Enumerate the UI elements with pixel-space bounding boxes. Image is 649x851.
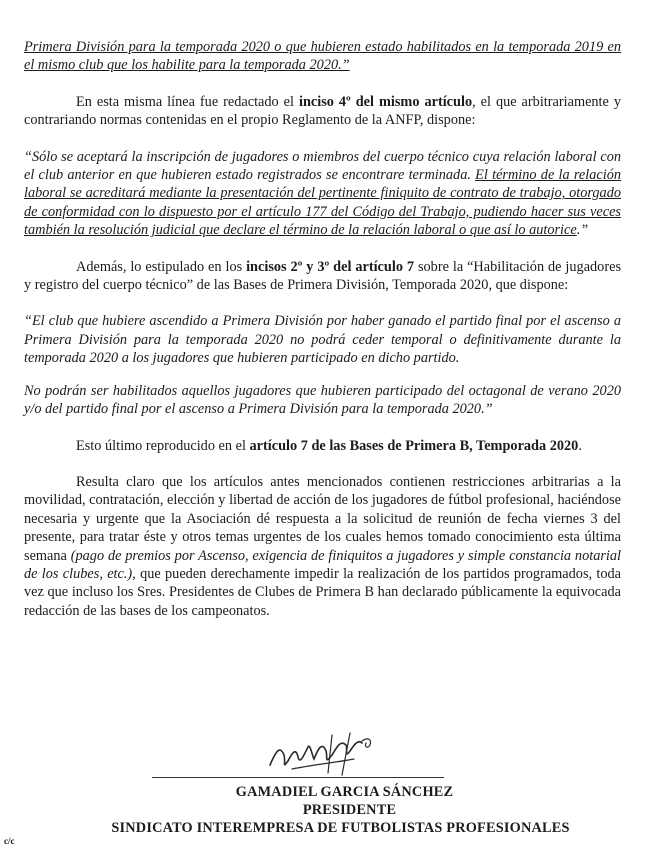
paragraph-primera-b [24, 437, 621, 455]
signatory-name: GAMADIEL GARCIA SÁNCHEZ [235, 784, 454, 800]
carbon-copy-note: c/c [4, 836, 15, 846]
signatory-organization: SINDICATO INTEREMPRESA DE FUTBOLISTAS PROFESIONALES [111, 820, 570, 836]
quote-text: .” [576, 222, 589, 239]
quote-no-habilitados: No podrán ser habilitados aquellos jugadores que hubieren participado del octagonal de verano 2020 y/o del partido final por el ascenso a Primera División para la temporada 2020.” [24, 382, 621, 418]
text-run: sobre la “Habilitación de jugadores y registro del cuerpo técnico” de las Bases de Primera División, Temporada 2020, que dispone: [24, 258, 622, 294]
bold-reference: inciso 4º del mismo artículo [298, 93, 473, 110]
text-run: Esto último reproducido en el [76, 437, 250, 454]
quote-underlined-text: El término de la relación laboral se acreditará mediante la presentación del pertinente finiquito de contrato de trabajo, otorgado de conformidad con lo dispuesto por el artículo 177 del Código del Trabajo, pudiendo hacer sus veces también la resolución judicial que declare el término de la relación laboral o que así lo autorice [24, 167, 621, 239]
quote-inscripcion [24, 148, 621, 240]
quote-continuation: Primera División para la temporada 2020 o que hubieren estado habilitados en la temporada 2019 en el mismo club que los habilite para la temporada 2020.” [24, 39, 621, 74]
text-run: Además, lo estipulado en los [76, 258, 247, 275]
signatory-role: PRESIDENTE [302, 802, 397, 818]
text-run: Resulta claro que los artículos antes mencionados contienen restricciones arbitrarias a la movilidad, contratación, elección y libertad de acción de los jugadores de fútbol profesional, haciéndose necesaria y urgente que la Asociación dé respuesta a la solicitud de reunión de fecha viernes 3 del presente, para tratar éste y otros temas urgentes de los cuales hemos tomado conocimiento esta última semana [24, 473, 621, 564]
bold-reference: incisos 2º y 3º del artículo 7 [246, 258, 415, 275]
text-run: , el que arbitrariamente y contrariando normas contenidas en el propio Reglamento de la ANFP, dispone: [24, 93, 621, 129]
paragraph-articulo-7 [24, 258, 621, 295]
quote-text: “Sólo se aceptará la inscripción de jugadores o miembros del cuerpo técnico cuya relación laboral con el club anterior en que hubieren estado registrados se encontrare terminada. [24, 148, 621, 184]
signature-block [0, 725, 649, 851]
quote-club-ascendido: “El club que hubiere ascendido a Primera División por haber ganado el partido final por el ascenso a Primera División para la temporada 2020 no podrá ceder temporal o definitivamente durante la temporada 2020 a los jugadores que hubieren participado en dicho partido. [24, 313, 621, 367]
text-run: . [578, 437, 582, 454]
bold-reference: artículo 7 de las Bases de Primera B, Temporada 2020 [249, 437, 579, 454]
handwritten-signature [262, 725, 382, 781]
signature-line [152, 777, 444, 778]
italic-aside: (pago de premios por Ascenso, exigencia de finiquitos a jugadores y simple constancia notarial de los clubes, etc.) [24, 547, 622, 582]
paragraph-conclusion [24, 473, 621, 620]
paragraph-inciso-4 [24, 93, 621, 130]
text-run: En esta misma línea fue redactado el [76, 93, 299, 110]
text-run: , que pueden derechamente impedir la realización de los partidos programados, toda vez que incluso los Sres. Presidentes de Clubes de Primera B han declarado públicamente la equivocada redacción de las bases de los campeonatos. [24, 565, 622, 619]
